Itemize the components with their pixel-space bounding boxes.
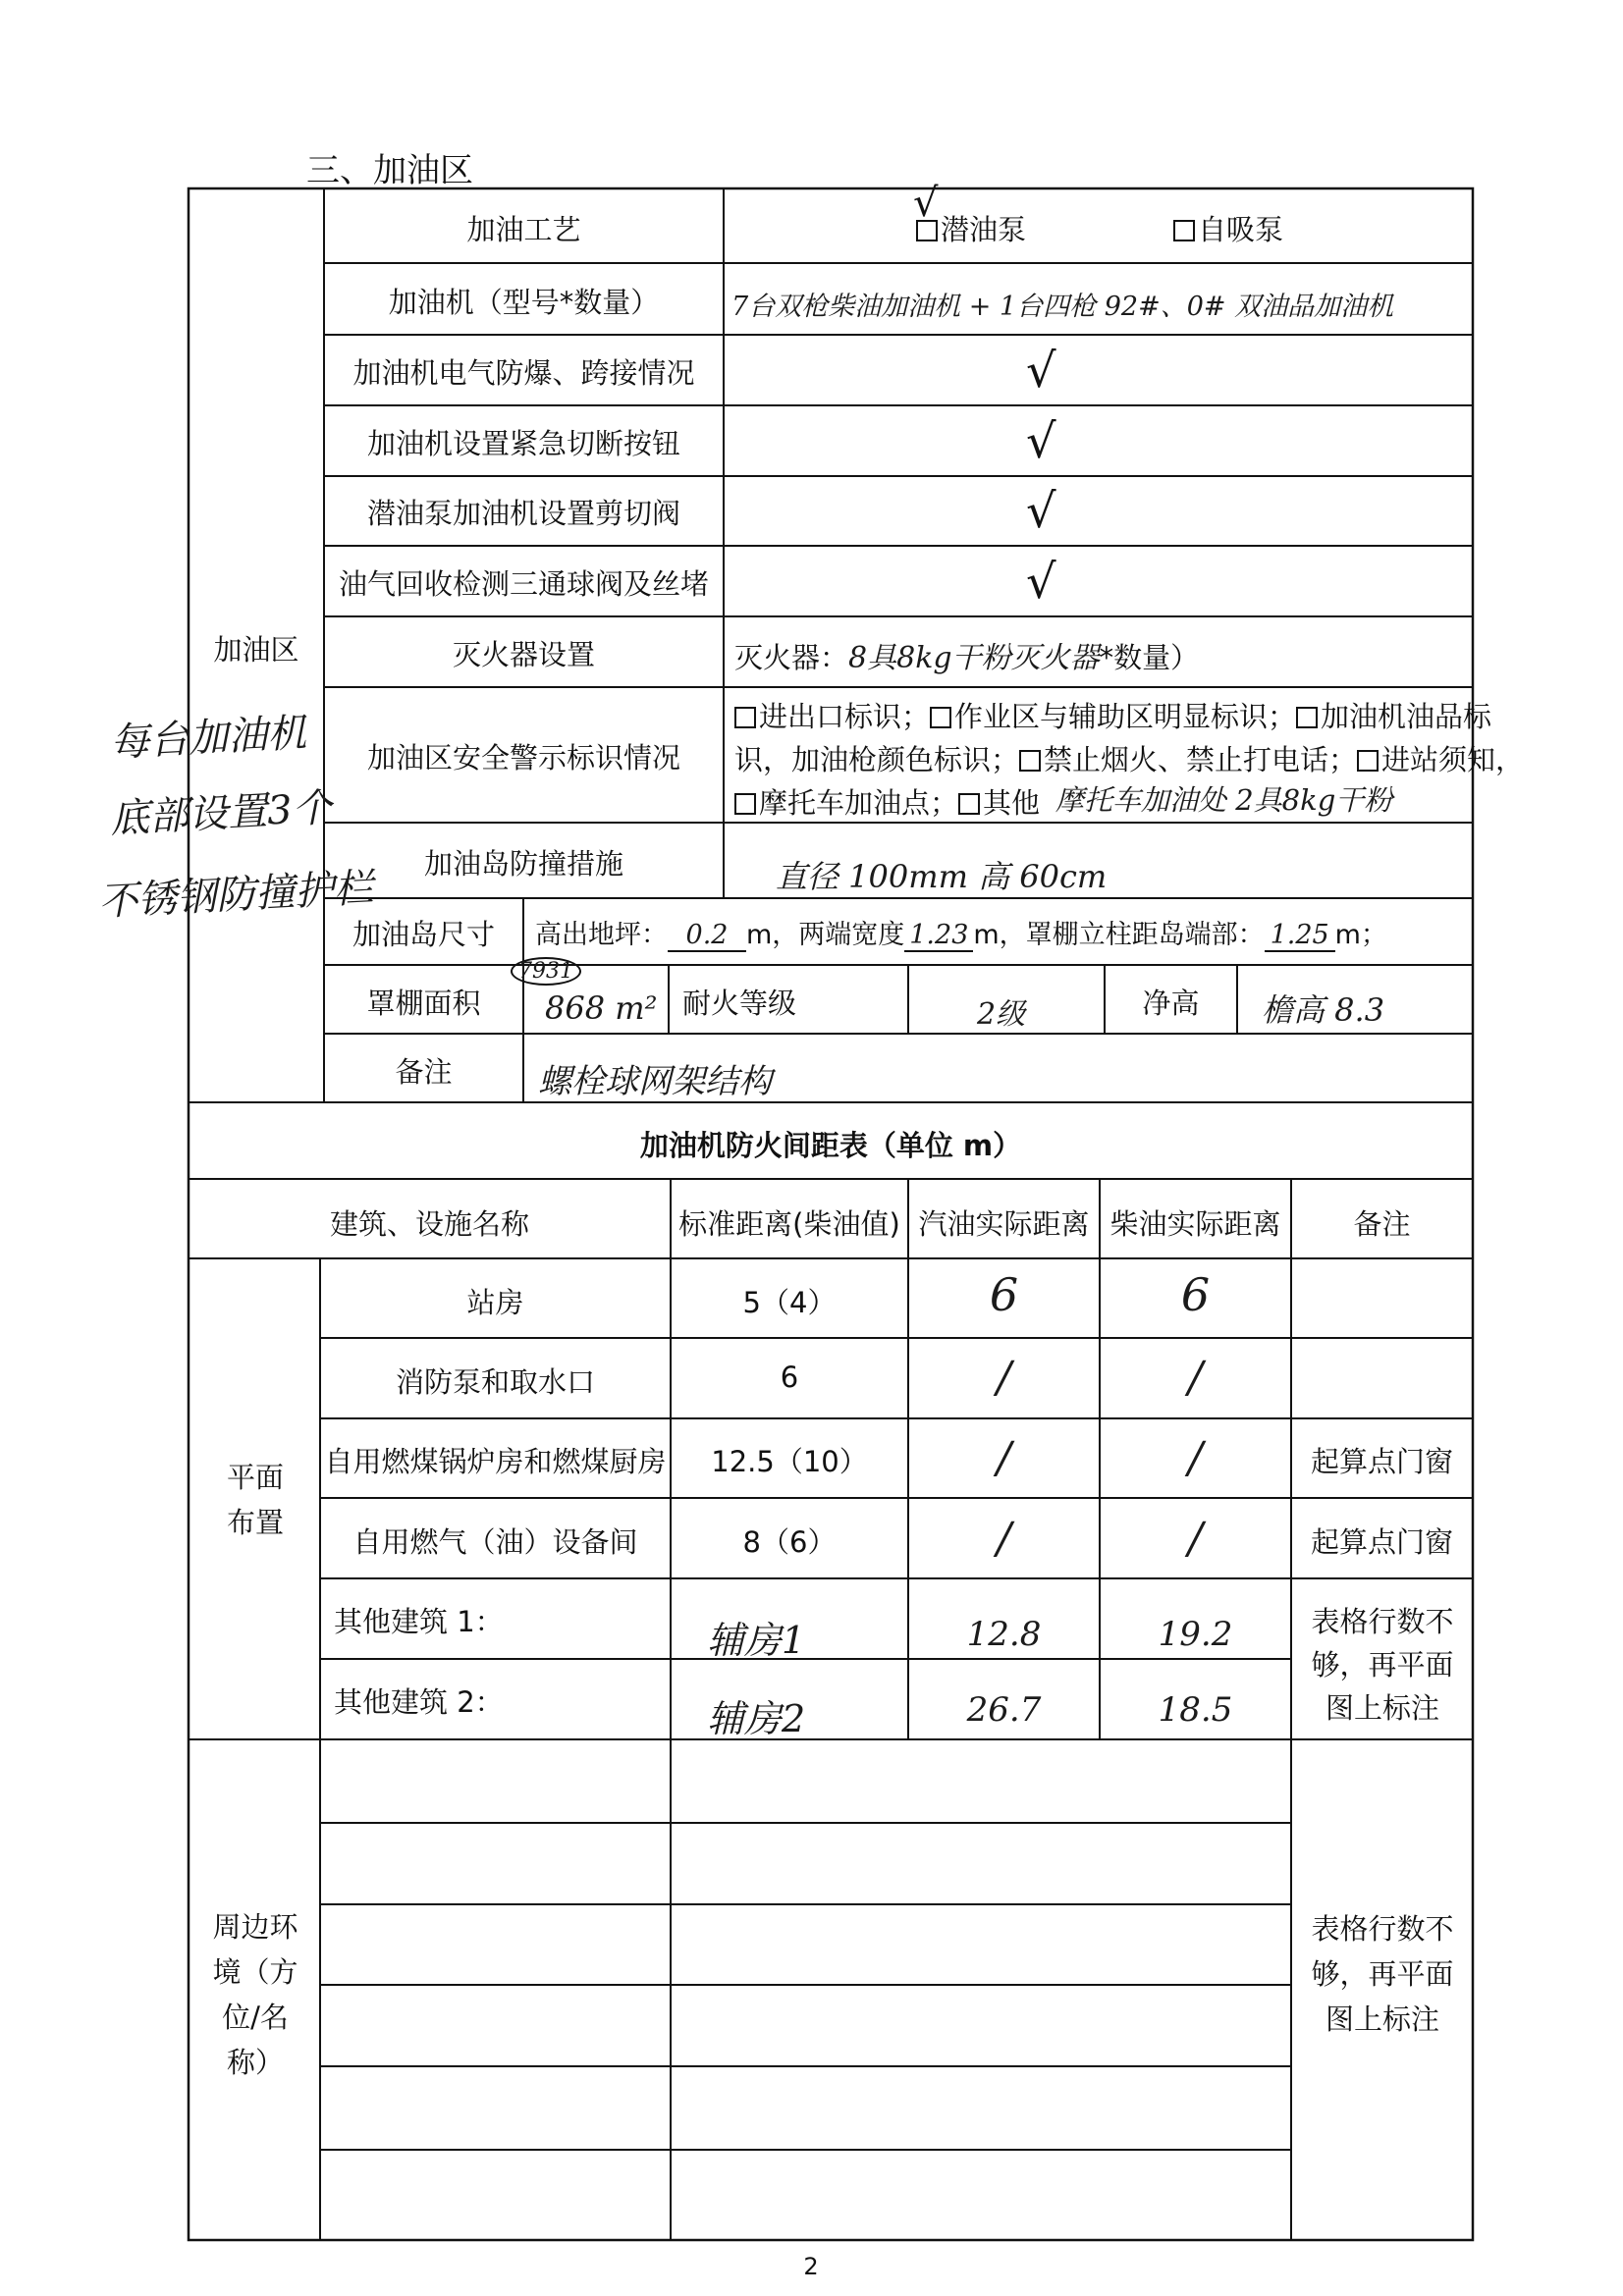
- row-gas-gas-room: /: [997, 1514, 1011, 1564]
- remark-value: 螺栓球网架结构: [538, 1062, 772, 1101]
- row-hand-other-1: 辅房1: [707, 1619, 806, 1662]
- process-label: 加油工艺: [466, 213, 581, 246]
- explosion-label: 加油机电气防爆、跨接情况: [352, 356, 695, 390]
- group-surroundings-label: 周边环境（方位/名称）: [212, 1910, 298, 2079]
- row-name-other-2: 其他建筑 2：: [334, 1685, 504, 1719]
- row-name-fire-pump: 消防泵和取水口: [395, 1365, 595, 1399]
- group1-note: 表格行数不够，再平面图上标注: [1311, 1605, 1454, 1725]
- fire-rating-value: 2级: [977, 997, 1026, 1032]
- group2-note: 表格行数不够，再平面图上标注: [1311, 1912, 1454, 2036]
- page-number: 2: [803, 2253, 819, 2280]
- margin-note-line-1: 每台加油机: [109, 710, 308, 767]
- header-facility: 建筑、设施名称: [329, 1207, 529, 1241]
- row-gas-station: 6: [989, 1268, 1019, 1321]
- area-label: 加油区: [213, 633, 299, 667]
- checkbox-selfpriming[interactable]: [1173, 220, 1195, 241]
- island-protect-value: 直径 100mm 高 60cm: [776, 858, 1108, 895]
- row-gas-coal-boiler: /: [997, 1433, 1011, 1483]
- fire-rating-label: 耐火等级: [682, 987, 797, 1020]
- extinguisher-prefix: 灭火器：: [734, 641, 849, 674]
- checkbox-entry-exit[interactable]: [734, 707, 756, 728]
- row-gas-fire-pump: /: [997, 1353, 1011, 1403]
- group-layout-label: 平面布置: [226, 1461, 284, 1539]
- island-size-label: 加油岛尺寸: [352, 918, 495, 951]
- margin-note-line-3: 不锈钢防撞护栏: [97, 865, 375, 926]
- row-diesel-gas-room: /: [1188, 1514, 1203, 1564]
- remark-label: 备注: [395, 1055, 453, 1089]
- vapor-check: √: [1026, 555, 1056, 610]
- extinguisher-label: 灭火器设置: [452, 638, 595, 671]
- dispenser-label: 加油机（型号*数量）: [388, 286, 660, 319]
- canopy-area-label: 罩棚面积: [366, 987, 481, 1020]
- row-std-fire-pump: 6: [780, 1361, 799, 1394]
- checkbox-notice[interactable]: [1357, 750, 1379, 772]
- signs-handwritten: 摩托车加油处 2具8kg干粉: [1055, 783, 1393, 817]
- extinguisher-suffix: *数量）: [1099, 641, 1200, 674]
- shear-label: 潜油泵加油机设置剪切阀: [366, 497, 680, 530]
- row-diesel-other-1: 19.2: [1158, 1615, 1233, 1654]
- distance-table-title: 加油机防火间距表（单位 m）: [639, 1129, 1022, 1162]
- checkbox-other[interactable]: [958, 793, 980, 815]
- signs-label: 加油区安全警示标识情况: [366, 741, 680, 774]
- checkbox-work-area[interactable]: [930, 707, 951, 728]
- signs-line-1: 进出口标识； 作业区与辅助区明显标识； 加油机油品标: [734, 695, 1491, 735]
- check-mark-submersible: √: [913, 181, 939, 226]
- extinguisher-value: [734, 633, 1199, 676]
- row-std-coal-boiler: 12.5（10）: [711, 1445, 868, 1478]
- header-diesel: 柴油实际距离: [1109, 1207, 1281, 1241]
- row-gas-other-1: 12.8: [966, 1615, 1042, 1654]
- checkbox-fuel-label[interactable]: [1296, 707, 1318, 728]
- checkbox-no-smoking[interactable]: [1019, 750, 1041, 772]
- island-width: 1.23: [904, 920, 973, 952]
- row-std-gas-room: 8（6）: [742, 1525, 837, 1559]
- row-diesel-other-2: 18.5: [1158, 1690, 1233, 1730]
- margin-note-line-2: 底部设置3个: [109, 785, 333, 842]
- island-protect-label: 加油岛防撞措施: [423, 847, 623, 881]
- row-diesel-station: 6: [1180, 1268, 1211, 1321]
- row-note-coal-boiler: 起算点门窗: [1310, 1445, 1453, 1478]
- clear-height-label: 净高: [1142, 987, 1200, 1020]
- emergency-label: 加油机设置紧急切断按钮: [366, 427, 680, 460]
- row-diesel-fire-pump: /: [1188, 1353, 1203, 1403]
- island-height: 0.2: [668, 920, 746, 952]
- header-gasoline: 汽油实际距离: [918, 1207, 1090, 1241]
- row-hand-other-2: 辅房2: [707, 1697, 806, 1740]
- canopy-area-value: 868 m²: [545, 989, 658, 1027]
- signs-line-2: 识，加油枪颜色标识； 禁止烟火、禁止打电话； 进站须知，: [734, 743, 1525, 776]
- row-note-gas-room: 起算点门窗: [1310, 1525, 1453, 1559]
- process-option-submersible[interactable]: 潜油泵: [916, 208, 1026, 248]
- row-std-station: 5（4）: [742, 1286, 837, 1319]
- canopy-area-circled: 7931: [511, 957, 581, 986]
- island-size-value: 高出地坪： 0.2 m，两端宽度 1.23 m，罩棚立柱距岛端部： 1.25 m；: [535, 920, 1387, 950]
- row-name-gas-room: 自用燃气（油）设备间: [352, 1525, 638, 1559]
- row-gas-other-2: 26.7: [966, 1690, 1042, 1730]
- vapor-label: 油气回收检测三通球阀及丝堵: [338, 567, 709, 601]
- header-remark: 备注: [1353, 1207, 1411, 1241]
- row-diesel-coal-boiler: /: [1188, 1433, 1203, 1483]
- clear-height-value: 檐高 8.3: [1262, 991, 1385, 1029]
- row-name-station: 站房: [466, 1286, 524, 1319]
- column-distance: 1.25: [1265, 920, 1335, 952]
- row-name-coal-boiler: 自用燃煤锅炉房和燃煤厨房: [324, 1445, 667, 1478]
- checkbox-motorcycle[interactable]: [734, 793, 756, 815]
- dispenser-value: 7台双枪柴油加油机 + 1台四枪 92#、0# 双油品加油机: [731, 292, 1394, 322]
- extinguisher-handwritten: 8具8kg干粉灭火器: [848, 641, 1100, 675]
- row-name-other-1: 其他建筑 1：: [334, 1605, 504, 1638]
- process-option-selfpriming[interactable]: 自吸泵: [1173, 208, 1283, 248]
- emergency-check: √: [1026, 414, 1056, 469]
- shear-check: √: [1026, 484, 1056, 539]
- explosion-check: √: [1026, 344, 1056, 399]
- section-title: 三、加油区: [306, 151, 473, 190]
- signs-line-3: 摩托车加油点； 其他: [734, 781, 1040, 822]
- header-standard: 标准距离(柴油值): [678, 1207, 900, 1241]
